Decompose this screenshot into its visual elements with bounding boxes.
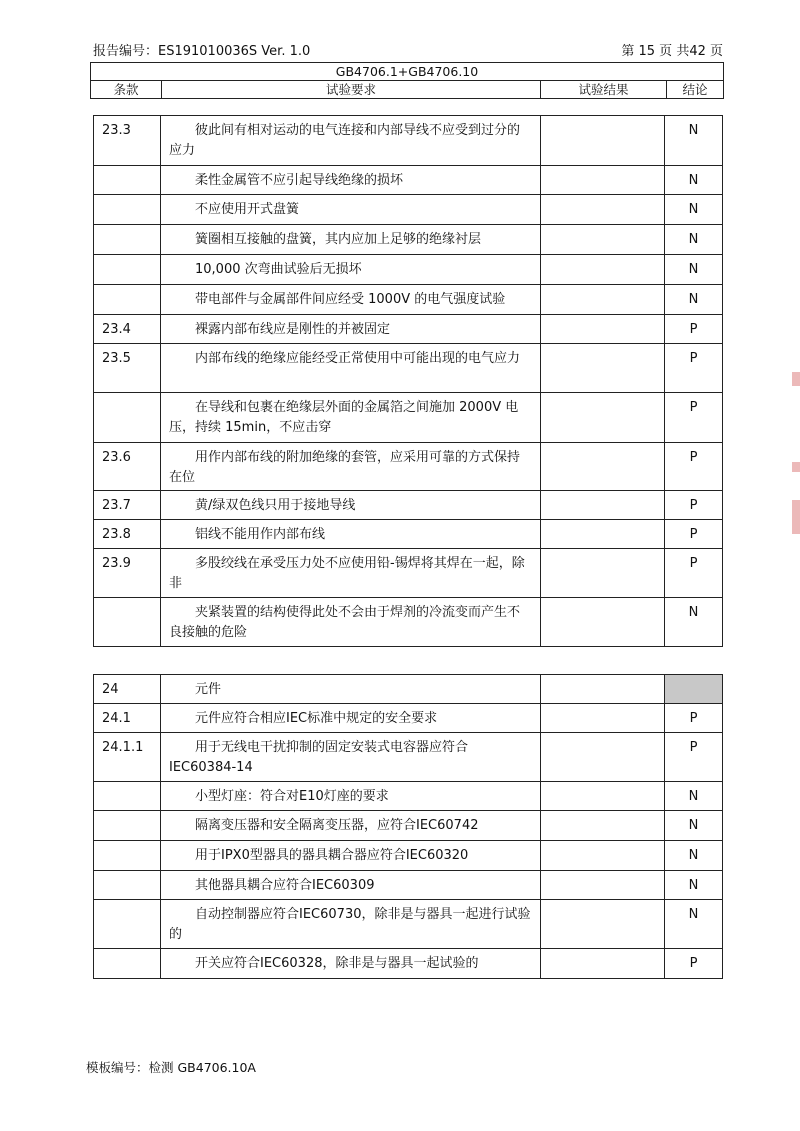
requirement-text: 开关应符合IEC60328，除非是与器具一起试验的 [195, 956, 479, 971]
result-cell [541, 195, 665, 225]
verdict-cell: P [665, 520, 723, 549]
clause-number [94, 393, 161, 443]
result-cell [541, 443, 665, 491]
standard-title: GB4706.1+GB4706.10 [91, 63, 724, 81]
requirement-cell [161, 598, 541, 647]
shaded-verdict-cell [665, 675, 723, 704]
clause-number: 23.6 [94, 443, 161, 491]
requirement-text: 彼此间有相对运动的电气连接和内部导线不应受到过分的应力 [169, 123, 521, 158]
result-cell [541, 733, 665, 782]
requirement-text: 自动控制器应符合IEC60730，除非是与器具一起进行试验的 [169, 907, 531, 942]
clause-number: 24 [94, 675, 161, 704]
result-cell [541, 949, 665, 979]
requirement-text: 小型灯座：符合对E10灯座的要求 [195, 789, 389, 804]
table-row [94, 871, 723, 900]
column-header-requirement: 试验要求 [162, 81, 541, 99]
requirement-text: 内部布线的绝缘应能经受正常使用中可能出现的电气应力 [195, 351, 521, 366]
result-cell [541, 811, 665, 841]
table-row [94, 704, 723, 733]
requirement-text: 用于IPX0型器具的器具耦合器应符合IEC60320 [195, 848, 469, 863]
requirement-cell [161, 166, 541, 195]
requirement-cell [161, 315, 541, 344]
result-cell [541, 344, 665, 393]
requirement-cell [161, 393, 541, 443]
requirement-cell [161, 195, 541, 225]
template-number: 模板编号：检测 GB4706.10A [86, 1060, 256, 1075]
requirement-text: 铝线不能用作内部布线 [195, 527, 326, 542]
table-row [94, 733, 723, 782]
result-cell [541, 255, 665, 285]
result-cell [541, 225, 665, 255]
result-cell [541, 704, 665, 733]
clause-number [94, 841, 161, 871]
requirement-text: 裸露内部布线应是刚性的并被固定 [195, 322, 391, 337]
requirement-cell [161, 841, 541, 871]
table-row [94, 520, 723, 549]
verdict-cell: N [665, 598, 723, 647]
requirement-text: 用于无线电干扰抑制的固定安装式电容器应符合IEC60384-14 [169, 740, 469, 775]
requirement-cell [161, 900, 541, 949]
clause-number: 23.5 [94, 344, 161, 393]
requirement-text: 带电部件与金属部件间应经受 1000V 的电气强度试验 [195, 292, 506, 307]
verdict-cell: P [665, 704, 723, 733]
result-cell [541, 520, 665, 549]
table-row [94, 782, 723, 811]
requirement-cell [161, 871, 541, 900]
requirement-text: 簧圈相互接触的盘簧，其内应加上足够的绝缘衬层 [195, 232, 482, 247]
result-cell [541, 841, 665, 871]
requirement-text: 10,000 次弯曲试验后无损坏 [195, 262, 362, 277]
result-cell [541, 285, 665, 315]
clause-number: 24.1.1 [94, 733, 161, 782]
section-heading-row [94, 675, 723, 704]
requirement-cell [161, 225, 541, 255]
table-row [94, 549, 723, 598]
clause-number: 23.4 [94, 315, 161, 344]
requirement-text: 夹紧装置的结构使得此处不会由于焊剂的冷流变而产生不良接触的危险 [169, 605, 521, 640]
requirement-text: 元件应符合相应IEC标准中规定的安全要求 [195, 711, 438, 726]
verdict-cell: N [665, 255, 723, 285]
verdict-cell: P [665, 443, 723, 491]
verdict-cell: P [665, 393, 723, 443]
clause-number [94, 598, 161, 647]
clause-number [94, 782, 161, 811]
table-row [94, 344, 723, 393]
requirement-cell [161, 443, 541, 491]
column-header-clause: 条款 [91, 81, 162, 99]
clause-number [94, 166, 161, 195]
clause-number [94, 225, 161, 255]
requirement-text: 多股绞线在承受压力处不应使用铅-锡焊将其焊在一起，除非 [169, 556, 525, 591]
clause-24-table [93, 674, 723, 979]
clause-number [94, 285, 161, 315]
clause-number [94, 949, 161, 979]
result-cell [541, 871, 665, 900]
requirement-text: 柔性金属管不应引起导线绝缘的损坏 [195, 173, 404, 188]
verdict-cell: P [665, 733, 723, 782]
requirement-cell [161, 491, 541, 520]
verdict-cell: N [665, 782, 723, 811]
verdict-cell: P [665, 491, 723, 520]
verdict-cell: N [665, 285, 723, 315]
requirement-cell [161, 255, 541, 285]
table-row [94, 116, 723, 166]
requirement-text: 黄/绿双色线只用于接地导线 [195, 498, 356, 513]
table-row [94, 900, 723, 949]
table-row [94, 225, 723, 255]
result-cell [541, 315, 665, 344]
result-cell [541, 675, 665, 704]
requirement-cell [161, 733, 541, 782]
table-row [94, 195, 723, 225]
stamp-edge-mark [792, 462, 800, 472]
requirement-cell [161, 949, 541, 979]
page-number: 第 15 页 共42 页 [621, 44, 723, 59]
requirement-text: 在导线和包裹在绝缘层外面的金属箔之间施加 2000V 电压，持续 15min，不应击穿 [169, 400, 519, 435]
verdict-cell: N [665, 195, 723, 225]
result-cell [541, 900, 665, 949]
clause-number [94, 195, 161, 225]
table-row [94, 811, 723, 841]
result-cell [541, 598, 665, 647]
result-cell [541, 393, 665, 443]
clause-number [94, 255, 161, 285]
stamp-edge-mark [792, 372, 800, 386]
verdict-cell: N [665, 225, 723, 255]
requirement-cell [161, 520, 541, 549]
table-row [94, 255, 723, 285]
requirement-text [161, 675, 541, 704]
verdict-cell: P [665, 549, 723, 598]
result-cell [541, 166, 665, 195]
requirement-text: 用作内部布线的附加绝缘的套管，应采用可靠的方式保持在位 [169, 450, 521, 485]
table-row [94, 166, 723, 195]
page-header [93, 42, 723, 62]
verdict-cell: N [665, 116, 723, 166]
requirement-cell [161, 704, 541, 733]
requirement-cell [161, 285, 541, 315]
section-heading-text: 元件 [195, 682, 222, 697]
verdict-cell: N [665, 811, 723, 841]
verdict-cell: P [665, 949, 723, 979]
verdict-cell: N [665, 871, 723, 900]
column-header-result: 试验结果 [541, 81, 667, 99]
table-row [94, 443, 723, 491]
clause-number [94, 900, 161, 949]
table-row [94, 949, 723, 979]
clause-number: 23.7 [94, 491, 161, 520]
report-number: 报告编号：ES191010036S Ver. 1.0 [93, 44, 311, 59]
clause-number: 24.1 [94, 704, 161, 733]
result-cell [541, 549, 665, 598]
table-row [94, 315, 723, 344]
requirement-cell [161, 782, 541, 811]
table-row [94, 393, 723, 443]
requirement-cell [161, 116, 541, 166]
table-row [94, 841, 723, 871]
result-cell [541, 491, 665, 520]
table-row [94, 491, 723, 520]
clause-number [94, 811, 161, 841]
verdict-cell: P [665, 344, 723, 393]
result-cell [541, 116, 665, 166]
column-header-table [90, 62, 724, 99]
verdict-cell: N [665, 841, 723, 871]
clause-number [94, 871, 161, 900]
clause-23-table [93, 115, 723, 647]
verdict-cell: N [665, 900, 723, 949]
stamp-edge-mark [792, 500, 800, 534]
requirement-cell [161, 811, 541, 841]
requirement-text: 隔离变压器和安全隔离变压器，应符合IEC60742 [195, 818, 479, 833]
result-cell [541, 782, 665, 811]
table-row [94, 598, 723, 647]
clause-number: 23.8 [94, 520, 161, 549]
requirement-text: 不应使用开式盘簧 [195, 202, 300, 217]
clause-number: 23.9 [94, 549, 161, 598]
table-row [94, 285, 723, 315]
requirement-cell [161, 549, 541, 598]
requirement-text: 其他器具耦合应符合IEC60309 [195, 878, 375, 893]
column-header-verdict: 结论 [667, 81, 724, 99]
verdict-cell: P [665, 315, 723, 344]
clause-number: 23.3 [94, 116, 161, 166]
requirement-cell [161, 344, 541, 393]
verdict-cell: N [665, 166, 723, 195]
